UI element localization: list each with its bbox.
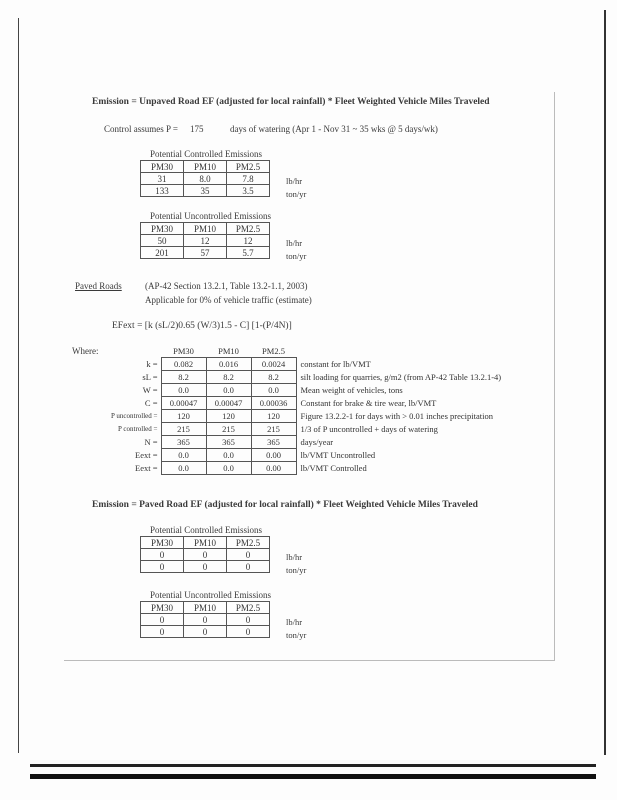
header-cell: PM30	[173, 346, 194, 356]
table-cell: 0	[141, 626, 184, 638]
table-cell: 3.5	[227, 185, 270, 197]
header-cell: PM30	[141, 602, 184, 614]
parameters-table	[95, 345, 504, 475]
table-cell: 201	[141, 247, 184, 259]
unit-tonyr: ton/yr	[286, 189, 307, 199]
table-row: k = 0.082 0.016 0.0024 constant for lb/VMT	[146, 359, 371, 369]
table-cell: 12	[227, 235, 270, 247]
header-cell: PM10	[184, 161, 227, 173]
unit-lbhr: lb/hr	[286, 238, 303, 248]
unit-tonyr: ton/yr	[286, 251, 307, 261]
table-cell: 0	[227, 561, 270, 573]
table-cell: 0	[184, 626, 227, 638]
control-note: days of watering (Apr 1 - Nov 31 ~ 35 wks @ 5 days/wk)	[230, 124, 438, 134]
table-cell: 57	[184, 247, 227, 259]
table-cell: 0	[141, 549, 184, 561]
s1-uncontrolled-title: Potential Uncontrolled Emissions	[150, 211, 271, 221]
unit-tonyr: ton/yr	[286, 630, 307, 640]
s1-controlled-table	[140, 160, 270, 197]
unit-lbhr: lb/hr	[286, 552, 303, 562]
table-cell: 31	[141, 173, 184, 185]
right-margin-line	[604, 10, 606, 755]
paved-reference: (AP-42 Section 13.2.1, Table 13.2-1.1, 2003)	[145, 281, 308, 291]
table-row: P controlled = 215 215 215 1/3 of P uncontrolled + days of watering	[118, 424, 438, 434]
table-row: Eext = 0.0 0.0 0.00 lb/VMT Uncontrolled	[135, 450, 376, 460]
table-cell: 0	[227, 549, 270, 561]
header-cell: PM2.5	[227, 602, 270, 614]
header-cell: PM10	[184, 537, 227, 549]
s2-uncontrolled-title: Potential Uncontrolled Emissions	[150, 590, 271, 600]
table-cell: 0	[141, 561, 184, 573]
table-cell: 0	[141, 614, 184, 626]
unit-lbhr: lb/hr	[286, 176, 303, 186]
table-cell: 133	[141, 185, 184, 197]
table-cell: 35	[184, 185, 227, 197]
s1-controlled-title: Potential Controlled Emissions	[150, 149, 262, 159]
table-cell: 12	[184, 235, 227, 247]
s2-controlled-table	[140, 536, 270, 573]
table-cell: 0	[184, 614, 227, 626]
s2-controlled-title: Potential Controlled Emissions	[150, 525, 262, 535]
table-cell: 7.8	[227, 173, 270, 185]
header-cell: PM10	[184, 602, 227, 614]
control-label: Control assumes P =	[104, 124, 178, 134]
table-row: Eext = 0.0 0.0 0.00 lb/VMT Controlled	[135, 463, 367, 473]
table-row: P uncontrolled = 120 120 120 Figure 13.2.2-1 for days with > 0.01 inches precipitation	[111, 411, 493, 421]
bottom-rule	[30, 774, 596, 779]
header-cell: PM10	[184, 223, 227, 235]
left-margin-line	[18, 18, 19, 753]
header-cell: PM2.5	[227, 161, 270, 173]
table-cell: 0	[184, 561, 227, 573]
header-cell: PM30	[141, 161, 184, 173]
unpaved-heading: Emission = Unpaved Road EF (adjusted for local rainfall) * Fleet Weighted Vehicle Miles Traveled	[92, 97, 490, 107]
table-row: W = 0.0 0.0 0.0 Mean weight of vehicles, tons	[142, 385, 403, 395]
table-row: C = 0.00047 0.00047 0.00036 Constant for brake & tire wear, lb/VMT	[144, 398, 437, 408]
header-cell: PM2.5	[227, 223, 270, 235]
unit-lbhr: lb/hr	[286, 617, 303, 627]
paved-heading: Emission = Paved Road EF (adjusted for local rainfall) * Fleet Weighted Vehicle Miles Traveled	[92, 500, 478, 510]
header-cell: PM10	[218, 346, 239, 356]
header-cell: PM2.5	[227, 537, 270, 549]
table-row: sL = 8.2 8.2 8.2 silt loading for quarries, g/m2 (from AP-42 Table 13.2.1-4)	[142, 372, 502, 382]
header-cell: PM30	[141, 537, 184, 549]
control-value: 175	[190, 124, 204, 134]
header-cell: PM2.5	[262, 346, 285, 356]
s1-uncontrolled-table	[140, 222, 270, 259]
s2-uncontrolled-table	[140, 601, 270, 638]
paved-applicable: Applicable for 0% of vehicle traffic (estimate)	[145, 295, 312, 305]
table-cell: 8.0	[184, 173, 227, 185]
table-row: N = 365 365 365 days/year	[144, 437, 334, 447]
header-cell: PM30	[141, 223, 184, 235]
table-cell: 0	[227, 626, 270, 638]
table-cell: 50	[141, 235, 184, 247]
paved-roads-label: Paved Roads	[75, 281, 122, 291]
table-cell: 0	[184, 549, 227, 561]
unit-tonyr: ton/yr	[286, 565, 307, 575]
bottom-rule	[30, 764, 596, 767]
where-label: Where:	[72, 346, 99, 356]
table-cell: 0	[227, 614, 270, 626]
table-cell: 5.7	[227, 247, 270, 259]
formula: EFext = [k (sL/2)0.65 (W/3)1.5 - C] [1-(P/4N)]	[112, 321, 292, 331]
